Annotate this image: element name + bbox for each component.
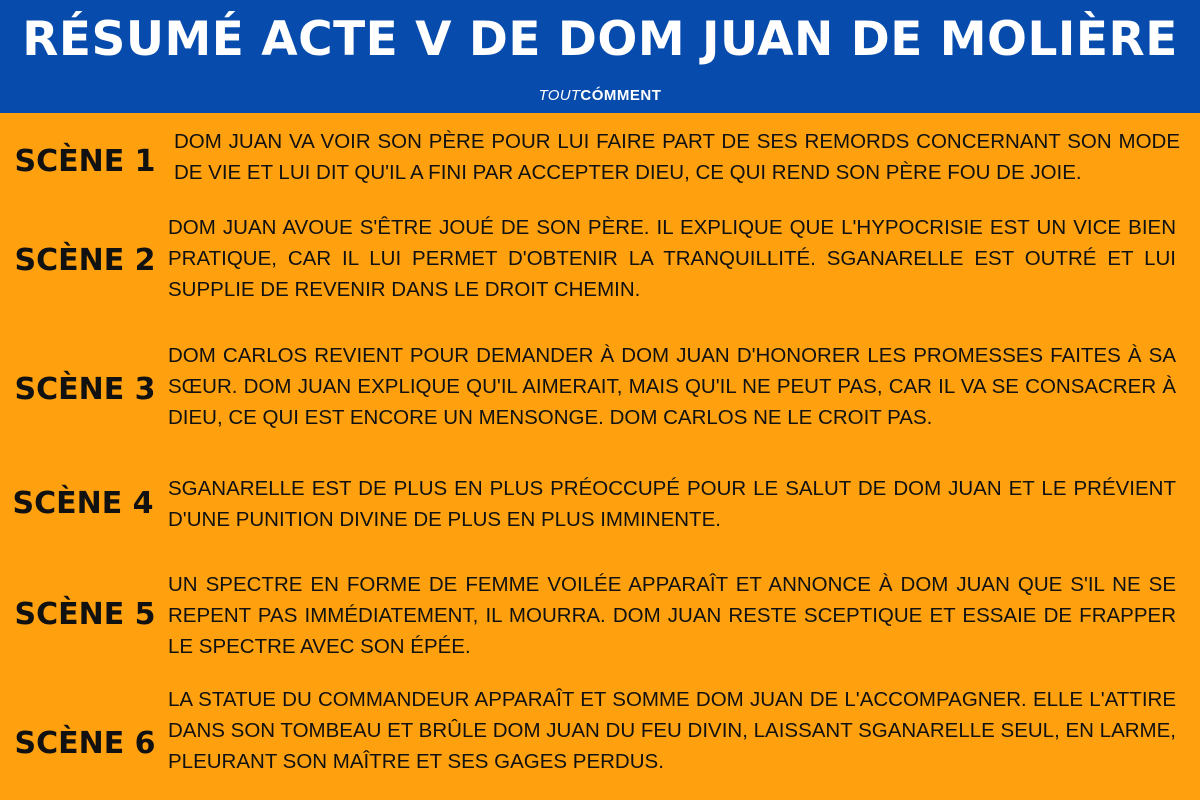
scene-description: DOM JUAN AVOUE S'ÊTRE JOUÉ DE SON PÈRE. IL EXPLIQUE QUE L'HYPOCRISIE EST UN VICE BIEN PRATIQUE, CAR IL LUI PERMET D'OBTENIR LA TRANQUILLITÉ. SGANARELLE EST OUTRÉ ET LUI SUPPLIE DE REVENIR DANS LE DROIT CHEMIN.: [168, 216, 1176, 301]
scene-label: SCÈNE 6: [14, 726, 156, 761]
scene-label: SCÈNE 1: [14, 144, 156, 179]
scene-description: LA STATUE DU COMMANDEUR APPARAÎT ET SOMME DOM JUAN DE L'ACCOMPAGNER. ELLE L'ATTIRE DANS SON TOMBEAU ET BRÛLE DOM JUAN DU FEU DIVIN, LAISSANT SGANARELLE SEUL, EN LARME, PLEURANT SON MAÎTRE ET SES GAGES PERDUS.: [168, 688, 1176, 773]
scene-label: SCÈNE 4: [12, 486, 154, 521]
scene-description: DOM JUAN VA VOIR SON PÈRE POUR LUI FAIRE PART DE SES REMORDS CONCERNANT SON MODE DE VIE ET LUI DIT QU'IL A FINI PAR ACCEPTER DIEU, CE QUI REND SON PÈRE FOU DE JOIE.: [174, 130, 1180, 184]
scene-label: SCÈNE 2: [14, 243, 156, 278]
brand-logo: [0, 87, 1200, 105]
scene-description: UN SPECTRE EN FORME DE FEMME VOILÉE APPARAÎT ET ANNONCE À DOM JUAN QUE S'IL NE SE REPENT PAS IMMÉDIATEMENT, IL MOURRA. DOM JUAN RESTE SCEPTIQUE ET ESSAIE DE FRAPPER LE SPECTRE AVEC SON ÉPÉE.: [168, 573, 1176, 658]
scene-description: DOM CARLOS REVIENT POUR DEMANDER À DOM JUAN D'HONORER LES PROMESSES FAITES À SA SŒUR. DOM JUAN EXPLIQUE QU'IL AIMERAIT, MAIS QU'IL NE PEUT PAS, CAR IL VA SE CONSACRER À DIEU, CE QUI EST ENCORE UN MENSONGE. DOM CARLOS NE LE CROIT PAS.: [168, 344, 1176, 429]
header-banner: [0, 0, 1200, 113]
page-title: RÉSUMÉ ACTE V DE DOM JUAN DE MOLIÈRE: [22, 12, 1178, 67]
scene-label: SCÈNE 5: [14, 597, 156, 632]
scene-description: SGANARELLE EST DE PLUS EN PLUS PRÉOCCUPÉ POUR LE SALUT DE DOM JUAN ET LE PRÉVIENT D'UNE PUNITION DIVINE DE PLUS EN PLUS IMMINENTE.: [168, 477, 1176, 531]
brand-logo-part2: CÓMMENT: [580, 87, 662, 104]
brand-logo-part1: TOUT: [538, 87, 581, 104]
scene-label: SCÈNE 3: [14, 372, 156, 407]
